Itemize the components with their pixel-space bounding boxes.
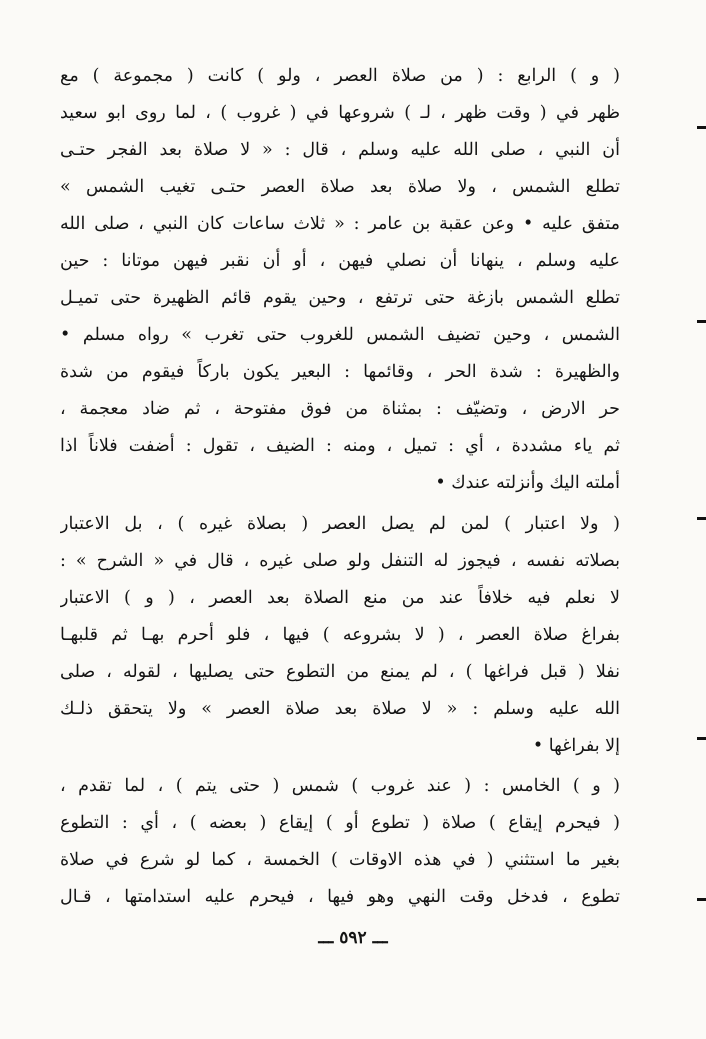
paragraph-2 bbox=[60, 506, 620, 765]
text-line: عليه وسلم ، ينهانا أن نصلي فيهن ، أو أن نقبر فيهن موتانا : حين bbox=[60, 251, 620, 271]
paragraph-1 bbox=[60, 58, 620, 502]
text-line: الشمس ، وحين تضيف الشمس للغروب حتى تغرب » رواه مسلم • bbox=[60, 325, 620, 345]
text-line: أملته اليك وأنزلته عندك • bbox=[435, 473, 620, 493]
text-line: الله عليه وسلم : « لا صلاة بعد صلاة العصر » ولا يتحقق ذلـك bbox=[60, 699, 620, 719]
text-line: ( و ) الرابع : ( من صلاة العصر ، ولو ) كانت ( مجموعة ) مع bbox=[60, 66, 620, 86]
edge-mark bbox=[697, 898, 706, 901]
text-line: ( ولا اعتبار ) لمن لم يصل العصر ( بصلاة غيره ) ، بل الاعتبار bbox=[60, 514, 620, 534]
text-line: متفق عليه • وعن عقبة بن عامر : « ثلاث ساعات كان النبي ، صلى الله bbox=[60, 214, 620, 234]
edge-mark bbox=[697, 517, 706, 520]
text-line: إلا بفراغها • bbox=[532, 736, 620, 756]
text-line: بفراغ صلاة العصر ، ( لا بشروعه ) فيها ، فلو أحرم بهـا ثم قلبهـا bbox=[60, 625, 620, 645]
text-line: ظهر في ( وقت ظهر ، لـ ) شروعها في ( غروب ) ، لما روى ابو سعيد bbox=[60, 103, 620, 123]
text-line: والظهيرة : شدة الحر ، وقائمها : البعير يكون باركاً فيقوم من شدة bbox=[60, 362, 620, 382]
paragraph-3 bbox=[60, 768, 620, 916]
text-line: حر الارض ، وتضيّف : بمثناة من فوق مفتوحة ، ثم ضاد معجمة ، bbox=[60, 399, 620, 419]
text-line: تطلع الشمس ، ولا صلاة بعد صلاة العصر حتـى تغيب الشمس » bbox=[60, 177, 620, 197]
text-line: تطلع الشمس بازغة حتى ترتفع ، وحين يقوم قائم الظهيرة حتى تميـل bbox=[60, 288, 620, 308]
text-line: أن النبي ، صلى الله عليه وسلم ، قال : « لا صلاة بعد الفجر حتـى bbox=[60, 140, 620, 160]
text-line: لا نعلم فيه خلافاً عند من منع الصلاة بعد العصر ، ( و ) الاعتبار bbox=[60, 588, 620, 608]
text-line: تطوع ، فدخل وقت النهي وهو فيها ، فيحرم عليه استدامتها ، قـال bbox=[60, 887, 620, 907]
edge-mark bbox=[697, 126, 706, 129]
text-line: نفلا ( قبل فراغها ) ، لم يمنع من التطوع حتى يصليها ، لقوله ، صلى bbox=[60, 662, 620, 682]
edge-mark bbox=[697, 737, 706, 740]
text-line: بصلاته نفسه ، فيجوز له التنفل ولو صلى غيره ، قال في « الشرح » : bbox=[60, 551, 620, 571]
text-line: بغير ما استثني ( في هذه الاوقات ) الخمسة ، كما لو شرع في صلاة bbox=[60, 850, 620, 870]
text-line: ثم ياء مشددة ، أي : تميل ، ومنه : الضيف ، تقول : أضفت فلاناً اذا bbox=[60, 436, 620, 456]
text-line: ( و ) الخامس : ( عند غروب ) شمس ( حتى يتم ) ، لما تقدم ، bbox=[60, 776, 620, 796]
text-line: ( فيحرم إيقاع ) صلاة ( تطوع أو ) إيقاع ( بعضه ) ، أي : التطوع bbox=[60, 813, 620, 833]
edge-mark bbox=[697, 320, 706, 323]
page-number: ـــ ٥٩٢ ـــ bbox=[318, 928, 388, 948]
